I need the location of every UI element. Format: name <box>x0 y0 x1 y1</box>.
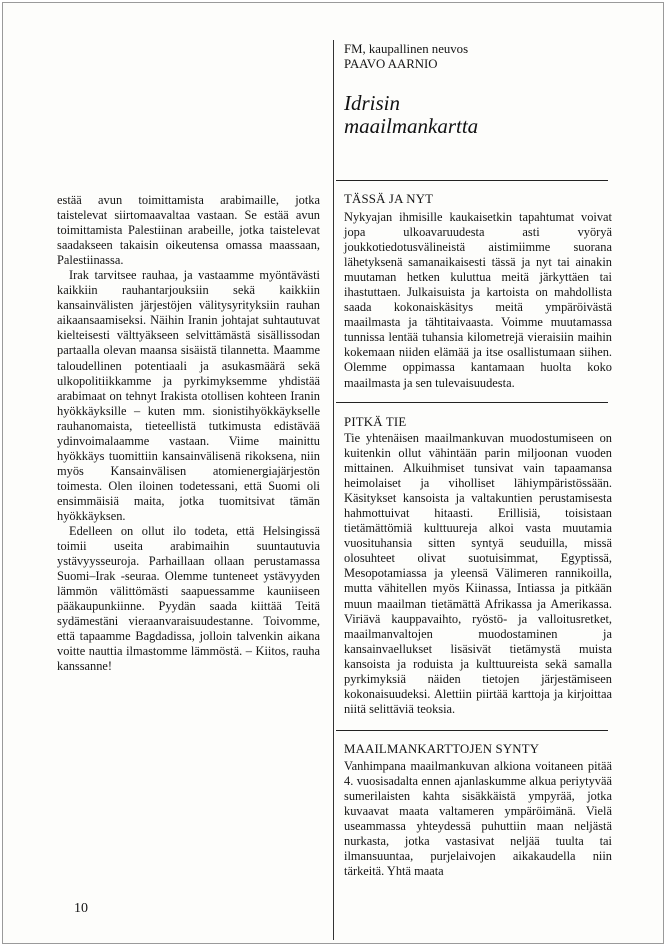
section-rule-3 <box>336 730 608 731</box>
left-column <box>57 193 320 675</box>
section-2-body <box>344 431 612 717</box>
section-rule-2 <box>336 402 608 403</box>
section-rule-1 <box>336 180 608 181</box>
section-3-body <box>344 759 612 879</box>
section-heading-1: TÄSSÄ JA NYT <box>344 192 434 206</box>
article-title-line-2: maailmankartta <box>344 114 479 138</box>
left-paragraph-1: estää avun toimittamista arabimaille, jotka taistelevat siirtomaavaltaa vastaan. Se estää avun toimittamista Palestiinan arabeille, jotka taistelevat saadakseen takaisin oikeutensa omassa maassaan, Palestiinassa. <box>57 193 320 268</box>
section-text-2: Tie yhtenäisen maailmankuvan muodostumiseen on kuitenkin ollut vähintään parin miljoonan vuoden mittainen. Alkuihmiset tunsivat vain tapaamansa heimolaiset ja viholliset lähiympäristössään. Käsitykset kansoista ja valtakuntien perustamisesta hahmottuivat hitaasti. Erillisiä, toisistaan tietämättömiä kulttuureja alkoi vasta muutamia vuosituhansia sitten syntyä seuduilla, missä olosuhteet olivat suotuisimmat, Egyptissä, Mesopotamiassa ja yleensä Välimeren rannikoilla, mutta vähitellen myös Kiinassa, Intiassa ja pitkään muun maailman tietämättä Afrikassa ja Amerikassa. Viriävä kauppavaihto, ryöstö- ja valloitusretket, maailmanvaltojen muodostaminen ja kansainvaellukset lisäsivät tietämystä muista kansoista ja roduista ja kulttuureista sekä samalla pyrkimyksiä näiden tietojen järjestämiseen kokonaisuudeksi. Alettiin piirtää karttoja ja kirjoittaa niitä selittäviä teoksia. <box>344 431 612 716</box>
page-number: 10 <box>74 901 88 916</box>
author-name: PAAVO AARNIO <box>344 57 438 71</box>
left-paragraph-3: Edelleen on ollut ilo todeta, että Helsingissä toimii useita arabimaihin suuntautuvia ystävyysseuroja. Parhaillaan ollaan perustamassa Suomi–Irak -seuraa. Olemme tunteneet ystävyyden lämmön välittömästi saapuessamme kauniiseen pääkaupunkiinne. Pyydän saada kiittää Teitä sydämestäni vieraanvaraisuudestanne. Toivomme, että tapaamme Bagdadissa, jolloin talvenkin aikana voitte nauttia ilmastomme lämmöstä. – Kiitos, rauha kanssanne! <box>57 524 320 674</box>
section-heading-3: MAAILMANKARTTOJEN SYNTY <box>344 742 540 756</box>
column-divider <box>333 40 334 940</box>
left-paragraph-2: Irak tarvitsee rauhaa, ja vastaamme myöntävästi kaikkiin rauhantarjouksiin sekä kaikkiin kansainvälisten järjestöjen välitysyrityksiin rauhan aikaansaamiseksi. Näihin Iranin johtajat suhtautuvat kielteisesti välttyäkseen selvittämästä sisällissodan partaalla olevan maansa sisäistä tilannetta. Maamme taloudellinen potentiaali ja asukasmäärä sekä ulkopolitiikkamme ja pyrkimyksemme yhdistää arabimaat on tehnyt Irakista otollisen kohteen Iranin hyökkäyksille – kuten mm. sionistihyökkäykselle rauhanomaista, tieteellistä tutkimusta edistävää ydinvoimalaamme vastaan. Viime mainittu hyökkäys tuomittiin kansainvälisenä rikoksena, niin myös Kansainvälisen atomienergiajärjestön toimesta. Olen iloinen todetessani, että Suomi oli ensimmäisiä maita, jotka tuomitsivat tämän hyökkäyksen. <box>57 268 320 523</box>
article-title <box>344 92 478 138</box>
section-text-3: Vanhimpana maailmankuvan alkiona voitaneen pitää 4. vuosisadalta ennen ajanlaskumme alkua periytyvää sumerilaisten kahta sisäkkäistä ympyrää, jotka kuvaavat maata valtameren ympäröimänä. Vielä useammassa yhteydessä puhuttiin maan neljästä nurkasta, jotka vastasivat neljää tuulta tai ilmansuuntaa, purjelaivojen aikakaudella niin tärkeitä. Yhtä maata <box>344 759 612 879</box>
section-text-1: Nykyajan ihmisille kaukaisetkin tapahtumat voivat jopa ulkoavaruudesta asti vyöryä joukkotiedotusvälineistä aistimiimme suorana lähetyksenä samanaikaisesti tässä ja nyt tai ainakin muutaman hetken kuluttua meitä järkyttäen tai ihastuttaen. Julkaisuista ja kartoista on mahdollista saada kokonaiskäsitys meitä ympäröivästä maailmasta ja tähtitaivaasta. Voimme muutamassa tunnissa lentää tuhansia kilometrejä vieraisiin maihin kokemaan niiden elämää ja itse osallistumaan siihen. Olemme oppimassa kantamaan huolta koko maailmasta ja sen tulevaisuudesta. <box>344 210 612 390</box>
right-column <box>344 210 612 391</box>
article-title-line-1: Idrisin <box>344 91 401 115</box>
section-heading-2: PITKÄ TIE <box>344 415 407 429</box>
author-title: FM, kaupallinen neuvos <box>344 42 469 56</box>
